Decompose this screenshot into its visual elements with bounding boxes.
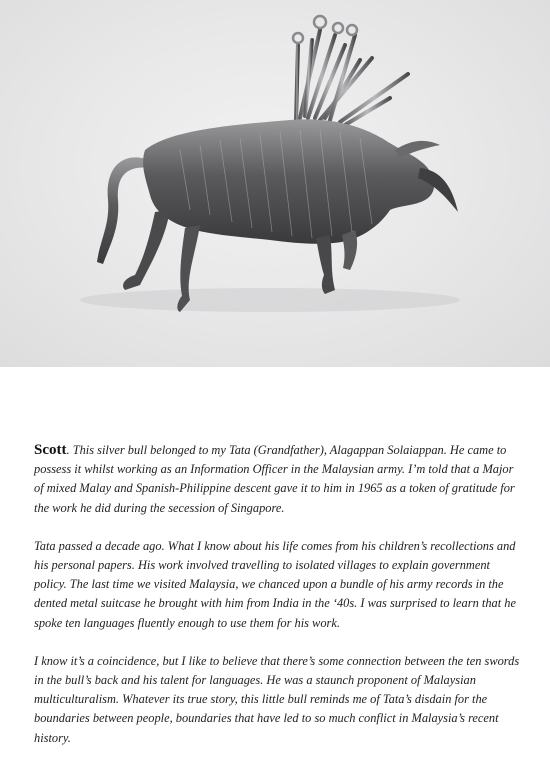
bull-illustration <box>0 0 550 367</box>
paragraph-2: Tata passed a decade ago. What I know about his life comes from his children’s recollections and his personal papers. His work involved travelling to isolated villages to explain government policy. The last time we visited Malaysia, we chanced upon a bundle of his army records in the dented metal suitcase he brought with him from India in the ‘40s. I was surprised to learn that he spoke ten languages fluently enough to use them for his work. <box>34 538 516 630</box>
swords <box>296 30 408 125</box>
silver-bull-photo <box>0 0 550 367</box>
paragraph-1 <box>34 441 520 518</box>
author-name: Scott <box>34 442 67 458</box>
paragraph-1-text: This silver bull belonged to my Tata (Grandfather), Alagappan Solaiappan. He came to possess it whilst working as an Information Officer in the Malaysian army. I’m told that a Major of mixed Malay and Spanish-Philippine descent gave it to him in 1965 as a token of gratitude for the work he did during the secession of Singapore. <box>34 443 515 515</box>
article-body <box>34 441 520 767</box>
author-suffix: . <box>66 443 73 457</box>
paragraph-3: I know it’s a coincidence, but I like to believe that there’s some connection between the ten swords in the bull’s back and his talent for languages. He was a staunch proponent of Malaysian multiculturalism. Whatever its true story, this little bull reminds me of Tata’s disdain for the boundaries between people, boundaries that have led to so much conflict in Malaysia’s recent history. <box>34 653 520 745</box>
